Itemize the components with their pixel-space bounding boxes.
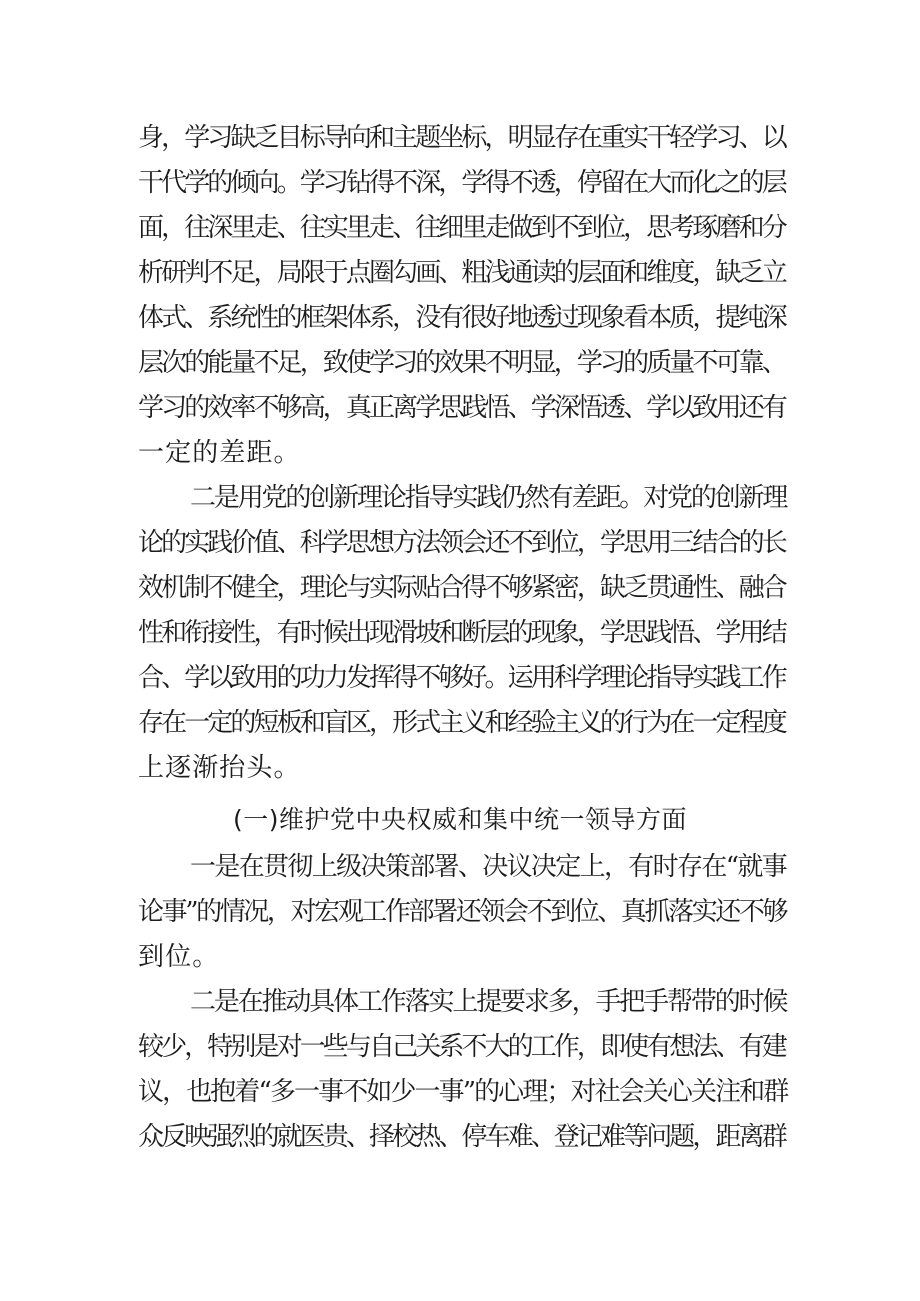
text-line: 论事”的情况，对宏观工作部署还领会不到位、真抓落实还不够 [138, 897, 787, 927]
text-line: 层次的能量不足，致使学习的效果不明显，学习的质量不可靠、 [138, 348, 785, 378]
text-line: 一定的差距。 [138, 438, 301, 468]
text-line: 论的实践价值、科学思想方法领会还不到位，学思用三结合的长 [138, 528, 785, 558]
text-line: 二是在推动具体工作落实上提要求多，手把手帮带的时候 [190, 987, 787, 1017]
text-line: 干代学的倾向。学习钻得不深，学得不透，停留在大而化之的层 [138, 168, 785, 198]
text-line: 身，学习缺乏目标导向和主题坐标，明显存在重实干轻学习、以 [138, 123, 785, 153]
text-line: 上逐渐抬头。 [138, 753, 301, 783]
text-line: 一是在贯彻上级决策部署、决议决定上，有时存在“就事 [190, 852, 787, 882]
text-line: 面，往深里走、往实里走、往细里走做到不到位，思考琢磨和分 [138, 213, 785, 243]
text-line: 体式、系统性的框架体系，没有很好地透过现象看本质，提纯深 [138, 303, 785, 333]
text-line: 合、学以致用的功力发挥得不够好。运用科学理论指导实践工作 [138, 663, 785, 693]
text-line: 析研判不足，局限于点圈勾画、粗浅通读的层面和维度，缺乏立 [138, 258, 785, 288]
text-line: 二是用党的创新理论指导实践仍然有差距。对党的创新理 [190, 483, 787, 513]
text-line: 存在一定的短板和盲区，形式主义和经验主义的行为在一定程度 [138, 708, 785, 738]
text-line: 议，也抱着“多一事不如少一事”的心理；对社会关心关注和群 [138, 1077, 788, 1107]
text-line: 学习的效率不够高，真正离学思践悟、学深悟透、学以致用还有 [138, 393, 785, 423]
text-line: 效机制不健全，理论与实际贴合得不够紧密，缺乏贯通性、融合 [138, 573, 785, 603]
section-heading: (一)维护党中央权威和集中统一领导方面 [232, 805, 687, 834]
text-line: 较少，特别是对一些与自己关系不大的工作，即使有想法、有建 [138, 1032, 785, 1062]
text-line: 性和衔接性，有时候出现滑坡和断层的现象，学思践悟、学用结 [138, 618, 785, 648]
text-line: 众反映强烈的就医贵、择校热、停车难、登记难等问题，距离群 [138, 1122, 785, 1152]
text-line: 到位。 [138, 942, 220, 972]
